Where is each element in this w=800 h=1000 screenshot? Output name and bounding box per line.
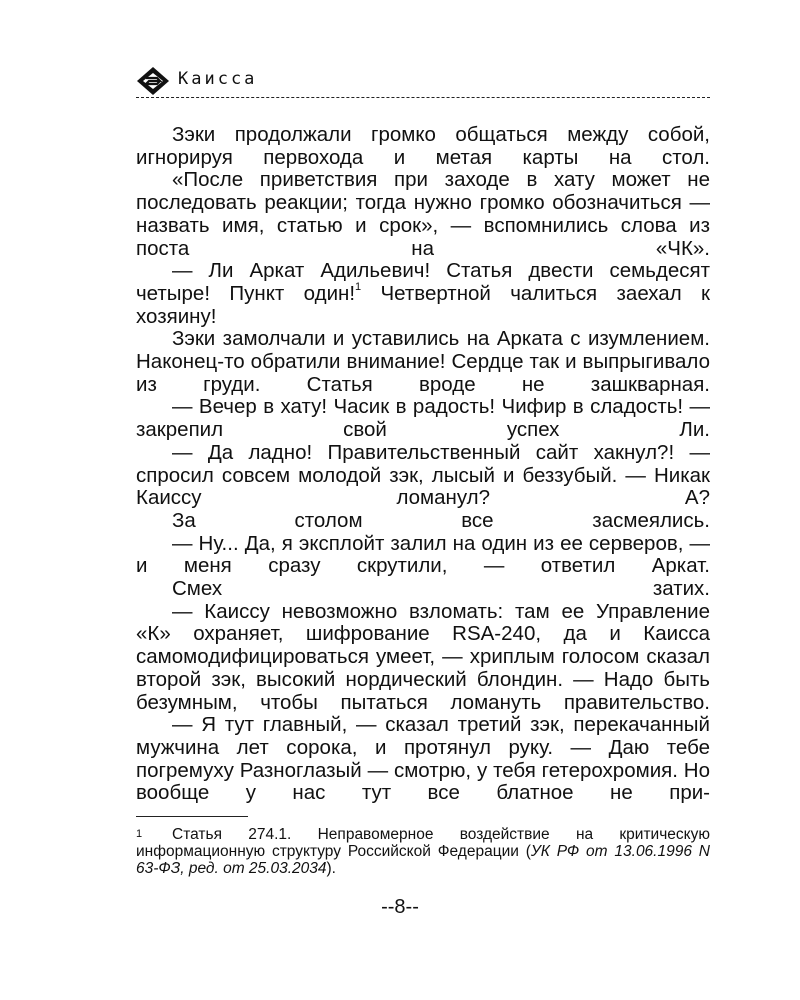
paragraph-text: — Ли Аркат Адильевич! Статья двести семьдесят четыре! Пункт один! xyxy=(136,259,710,305)
paragraph xyxy=(136,260,710,328)
paragraph: — Вечер в хату! Часик в радость! Чифир в сладость! — закрепил свой успех Ли. xyxy=(136,395,710,442)
paragraph: — Да ладно! Правительственный сайт хакнул?! — спросил совсем молодой зэк, лысый и беззубый. — Никак Каиссу ломанул? А? xyxy=(136,440,710,510)
footnote-number: 1 xyxy=(136,828,143,840)
footnote-citation: УК РФ от 13.06.1996 N 63-ФЗ, ред. от 25.03.2034 xyxy=(136,843,710,877)
paragraph: — Я тут главный, — сказал третий зэк, перекачанный мужчина лет сорока, и протянул руку. — Даю тебе погремуху Разноглазый — смотрю, у тебя гетерохромия. Но вообще у нас тут все блатное не при- xyxy=(136,713,710,805)
footnote-text: Статья 274.1. Неправомерное воздействие на критическую информационную структуру Российской Федерации ( xyxy=(136,826,710,860)
footnote-closing: ). xyxy=(326,860,336,877)
kaissa-logo-icon xyxy=(136,66,170,96)
paragraph: Зэки замолчали и уставились на Арката с изумлением. Наконец-то обратили внимание! Сердце так и выпрыгивало из груди. Статья вроде не зашкварная. xyxy=(136,327,710,396)
header-divider xyxy=(136,97,710,98)
paragraph: Смех затих. xyxy=(172,577,710,601)
paragraph: «После приветствия при заходе в хату может не последовать реакции; тогда нужно громко обозначиться — назвать имя, статью и срок», — вспомнились слова из поста на «ЧК». xyxy=(136,168,710,260)
page-number: --8-- xyxy=(381,896,419,918)
main-text xyxy=(136,124,710,805)
header-title: Каисса xyxy=(178,69,258,89)
paragraph: — Ну... Да, я эксплойт залил на один из ее серверов, — и меня сразу скрутили, — ответил Аркат. xyxy=(136,531,710,578)
footnote-divider xyxy=(136,816,248,817)
paragraph-text: Четвертной чалиться заехал к хозяину! xyxy=(136,281,710,328)
paragraph: За столом все засмеялись. xyxy=(172,508,710,532)
footnote xyxy=(136,826,710,877)
footnote-reference[interactable]: 1 xyxy=(355,281,362,294)
paragraph: Зэки продолжали громко общаться между собой, игнорируя первохода и метая карты на стол. xyxy=(136,123,710,169)
running-header xyxy=(136,66,710,96)
paragraph: — Каиссу невозможно взломать: там ее Управление «К» охраняет, шифрование RSA-240, да и Каисса самомодифицироваться умеет, — хриплым голосом сказал второй зэк, высокий нордический блондин. — Надо быть безумным, чтобы пытаться ломануть правительство. xyxy=(136,599,710,714)
